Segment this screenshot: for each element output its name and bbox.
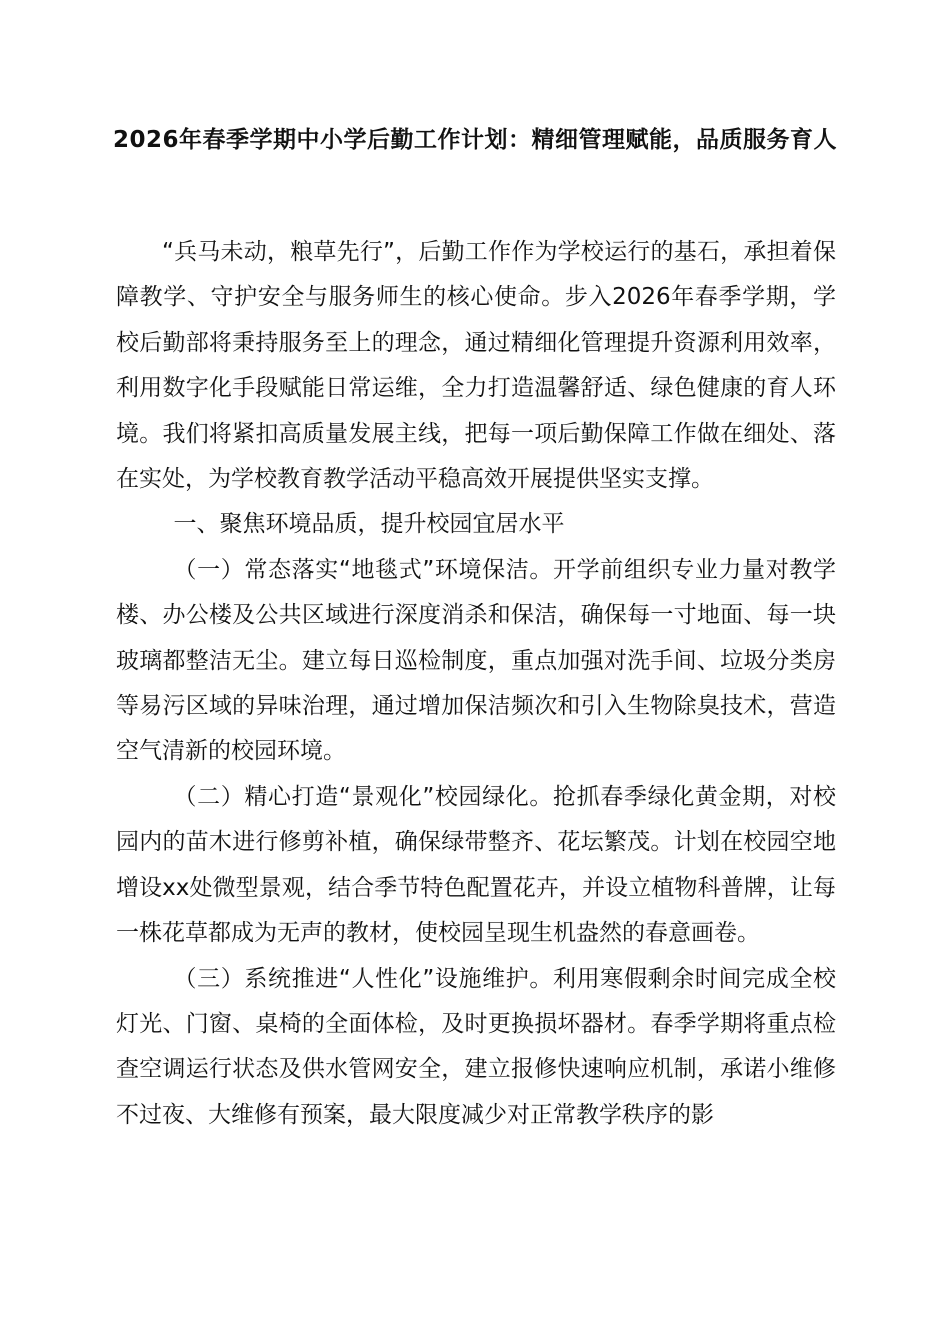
item-paragraph-2: （二）精心打造“景观化”校园绿化。抢抓春季绿化黄金期，对校园内的苗木进行修剪补植，确保绿带整齐、花坛繁茂。计划在校园空地增设xx处微型景观，结合季节特色配置花卉，并设立植物科普牌，让每一株花草都成为无声的教材，使校园呈现生机盎然的春意画卷。 [116,783,836,947]
document-title: 2026年春季学期中小学后勤工作计划：精细管理赋能，品质服务育人 [112,127,837,153]
section-heading-1: 一、聚焦环境品质，提升校园宜居水平 [173,511,565,538]
document-body [116,230,836,1138]
item-paragraph-1: （一）常态落实“地毯式”环境保洁。开学前组织专业力量对教学楼、办公楼及公共区域进行深度消杀和保洁，确保每一寸地面、每一块玻璃都整洁无尘。建立每日巡检制度，重点加强对洗手间、垃圾分类房等易污区域的异味治理，通过增加保洁频次和引入生物除臭技术，营造空气清新的校园环境。 [116,556,836,765]
intro-paragraph: “兵马未动，粮草先行”，后勤工作作为学校运行的基石，承担着保障教学、守护安全与服务师生的核心使命。步入2026年春季学期，学校后勤部将秉持服务至上的理念，通过精细化管理提升资源利用效率，利用数字化手段赋能日常运维，全力打造温馨舒适、绿色健康的育人环境。我们将紧扣高质量发展主线，把每一项后勤保障工作做在细处、落在实处，为学校教育教学活动平稳高效开展提供坚实支撑。 [116,239,836,493]
item-paragraph-3: （三）系统推进“人性化”设施维护。利用寒假剩余时间完成全校灯光、门窗、桌椅的全面体检，及时更换损坏器材。春季学期将重点检查空调运行状态及供水管网安全，建立报修快速响应机制，承诺小维修不过夜、大维修有预案，最大限度减少对正常教学秩序的影 [116,965,836,1128]
